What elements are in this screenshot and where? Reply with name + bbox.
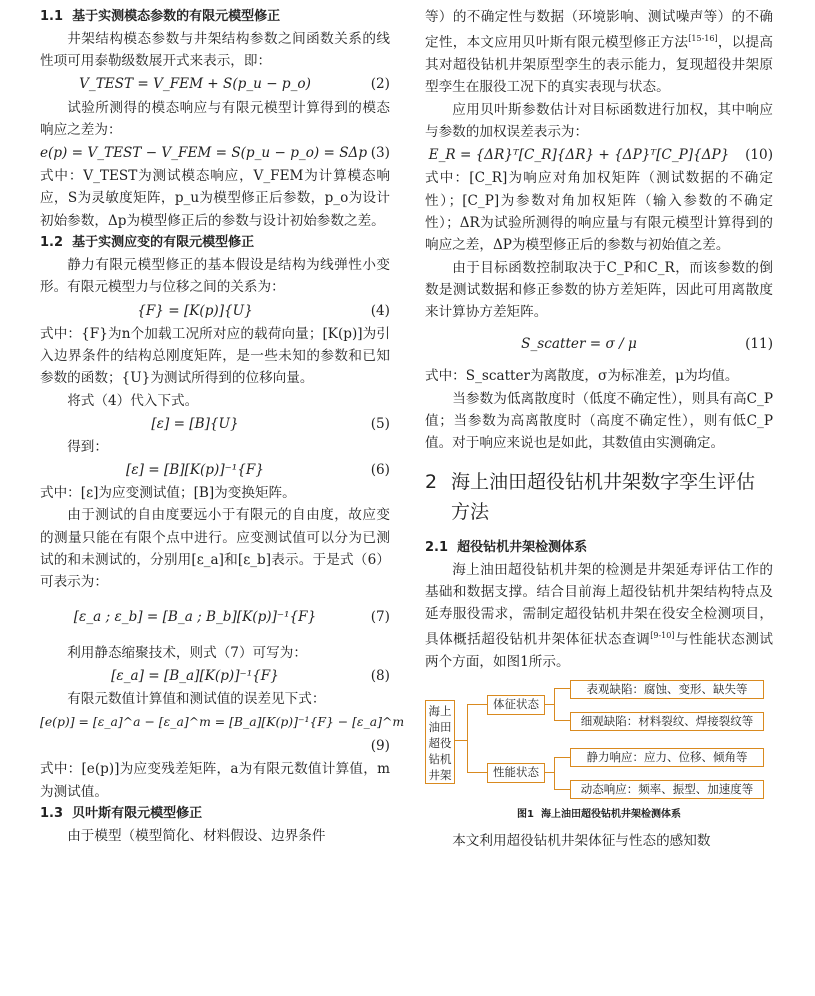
paragraph: 本文利用超役钻机井架体征与性态的感知数 — [452, 832, 711, 849]
paragraph: 式中：[ε]为应变测试值；[B]为变换矩阵。 — [40, 485, 296, 502]
paragraph: 式中：[C_R]为响应对角加权矩阵（测试数据的不确定性）；[C_P]为参数对角加权矩阵（输入参数的不确定性）；ΔR为试验所测得的响应量与有限元模型计算得到的响应之差，ΔP为模型修正后的参数与初始值之差。 — [425, 170, 773, 254]
equation-10-number: (10) — [745, 147, 773, 164]
section-1-3-title: 1.3 贝叶斯有限元模型修正 — [40, 805, 203, 821]
equation-5 — [40, 412, 390, 436]
equation-6 — [40, 458, 390, 482]
equation-5-formula: [ε] = [B]{U} — [151, 415, 239, 432]
paragraph — [425, 559, 773, 674]
paragraph: 式中：S_scatter为离散度，σ为标准差，μ为均值。 — [425, 368, 739, 385]
equation-4-formula: {F} = [K(p)]{U} — [137, 302, 253, 319]
equation-3 — [40, 141, 390, 165]
equation-10-formula: E_R = {ΔR}ᵀ[C_R]{ΔR} + {ΔP}ᵀ[C_P]{ΔP} — [428, 147, 730, 164]
connector-line — [554, 757, 570, 758]
figure-1-caption: 图1 海上油田超役钻机井架检测体系 — [517, 808, 681, 820]
paragraph: 静力有限元模型修正的基本假设是结构为线弹性小变形。有限元模型力与位移之间的关系为： — [40, 257, 390, 296]
diagram-leaf-node: 静力响应：应力、位移、倾角等 — [570, 748, 764, 767]
paragraph: 得到： — [67, 438, 108, 455]
paragraph: 当参数为低离散度时（低度不确定性），则具有高C_P值；当参数为高离散度时（高度不确定性），则有低C_P值。对于响应来说也是如此，其数值由实测确定。 — [425, 390, 773, 452]
equation-8-formula: [ε_a] = [B_a][K(p)]⁻¹{F} — [111, 667, 279, 684]
equation-2-formula: V_TEST = V_FEM + S(p_u − p_o) — [79, 76, 311, 93]
paragraph: 式中：[e(p)]为应变残差矩阵，a为有限元数值计算值，m为测试值。 — [40, 761, 390, 800]
equation-4-number: (4) — [370, 302, 390, 319]
text: ，以提高其对超役钻机井架原型孪生的表示能力，复现超役井架原型孪生在服役工况下的真实表现与状态。 — [425, 34, 774, 96]
equation-11-number: (11) — [745, 336, 773, 353]
paragraph: 试验所测得的模态响应与有限元模型计算得到的模态响应之差为： — [40, 99, 390, 138]
equation-10 — [425, 143, 773, 167]
equation-3-number: (3) — [370, 145, 390, 162]
paragraph: 利用静态缩聚技术，则式（7）可写为： — [67, 644, 307, 661]
paragraph: 井架结构模态参数与井架结构参数之间函数关系的线性项可用泰勒级数展开式来表示，即： — [40, 31, 390, 70]
equation-5-number: (5) — [370, 415, 390, 432]
section-1-1-title: 1.1 基于实测模态参数的有限元模型修正 — [40, 9, 281, 24]
equation-8 — [40, 664, 390, 688]
diagram-branch-node: 性能状态 — [487, 763, 545, 783]
text: 海上油田超役钻机井架的检测是井架延寿评估工作的基础和数据支撑。结合目前海上超役钻机井架结构特点及延寿服役需求，需制定超役钻机井架在役安全检测项目，具体概括超役钻机井架体征状态查调 — [425, 561, 773, 648]
connector-line — [554, 720, 570, 721]
paragraph: 式中：{F}为n个加载工况所对应的载荷向量；[K(p)]为引入边界条件的结构总刚度矩阵，是一些未知的参数和已知参数的函数；{U}为测试所得到的位移向量。 — [40, 325, 390, 387]
equation-11 — [425, 323, 773, 365]
citation: [15-16] — [688, 34, 718, 44]
diagram-leaf-node: 细观缺陷：材料裂纹、焊接裂纹等 — [570, 712, 764, 731]
figure-1-diagram — [425, 680, 773, 800]
connector-line — [554, 757, 555, 789]
equation-6-number: (6) — [370, 462, 390, 478]
paragraph: 由于目标函数控制取决于C_P和C_R，而该参数的倒数是测试数据和修正参数的协方差矩阵，因此可用离散度来计算协方差矩阵。 — [425, 259, 773, 321]
connector-line — [544, 704, 554, 705]
text: 与性能状态测试两个方面，如图1所示。 — [425, 632, 774, 671]
equation-7-formula: [ε_a ; ε_b] = [B_a ; B_b][K(p)]⁻¹{F} — [73, 609, 317, 626]
connector-line — [455, 740, 467, 741]
equation-11-formula: S_scatter = σ / μ — [521, 336, 637, 353]
equation-6-formula: [ε] = [B][K(p)]⁻¹{F} — [126, 462, 264, 478]
paragraph — [425, 6, 773, 99]
diagram-root-node: 海上油田超役钻机井架 — [425, 700, 455, 784]
section-2-number: 2 — [425, 470, 438, 493]
paragraph: 应用贝叶斯参数估计对目标函数进行加权，其中响应与参数的加权误差表示为： — [425, 101, 773, 141]
diagram-leaf-node: 动态响应：频率、振型、加速度等 — [570, 780, 764, 799]
section-2-title — [425, 467, 773, 527]
diagram-branch-node: 体征状态 — [487, 695, 545, 715]
section-2-text: 海上油田超役钻机井架数字孪生评估方法 — [451, 470, 756, 523]
equation-7 — [40, 594, 390, 642]
connector-line — [544, 772, 554, 773]
connector-line — [467, 704, 487, 705]
paragraph: 由于测试的自由度要远小于有限元的自由度，故应变的测量只能在有限个点中进行。应变测试值可以分为已测试的和未测试的，分别用[ε_a]和[ε_b]表示。于是式（6）可表示为： — [40, 507, 390, 591]
equation-2-number: (2) — [370, 76, 390, 93]
equation-9-number-row — [40, 734, 390, 758]
section-2-1-title: 2.1 超役钻机井架检测体系 — [425, 539, 588, 555]
equation-8-number: (8) — [370, 667, 390, 684]
text: 等）的不确定性与数据（环境影响、测试噪声等）的不确定性，本文应用贝叶斯有限元模型修正方法 — [425, 9, 773, 51]
connector-line — [467, 772, 487, 773]
equation-9-number: (9) — [370, 738, 390, 755]
left-column — [40, 6, 405, 847]
paragraph: 有限元数值计算值和测试值的误差见下式： — [67, 690, 326, 707]
equation-9-formula: [e(p)] = [ε_a]^a − [ε_a]^m = [B_a][K(p)]⁻¹{F} − [ε_a]^m — [40, 714, 405, 730]
equation-4 — [40, 299, 390, 323]
diagram-leaf-node: 表观缺陷：腐蚀、变形、缺失等 — [570, 680, 764, 699]
equation-9 — [40, 710, 405, 734]
citation: [9-10] — [650, 631, 675, 641]
equation-3-formula: e(p) = V_TEST − V_FEM = S(p_u − p_o) = SΔp — [40, 145, 368, 162]
right-column — [425, 6, 773, 852]
connector-line — [554, 688, 555, 720]
equation-2 — [40, 73, 390, 97]
paragraph: 式中：V_TEST为测试模态响应，V_FEM为计算模态响应，S为灵敏度矩阵，p_u为模型修正后参数，p_o为设计初始参数，Δp为模型修正后的参数与设计初始参数之差。 — [40, 168, 390, 229]
paragraph: 将式（4）代入下式。 — [67, 392, 199, 409]
connector-line — [467, 704, 468, 772]
connector-line — [554, 688, 570, 689]
equation-7-number: (7) — [370, 609, 390, 626]
paragraph: 由于模型（模型简化、材料假设、边界条件 — [67, 827, 326, 844]
connector-line — [554, 789, 570, 790]
section-1-2-title: 1.2 基于实测应变的有限元模型修正 — [40, 235, 255, 251]
